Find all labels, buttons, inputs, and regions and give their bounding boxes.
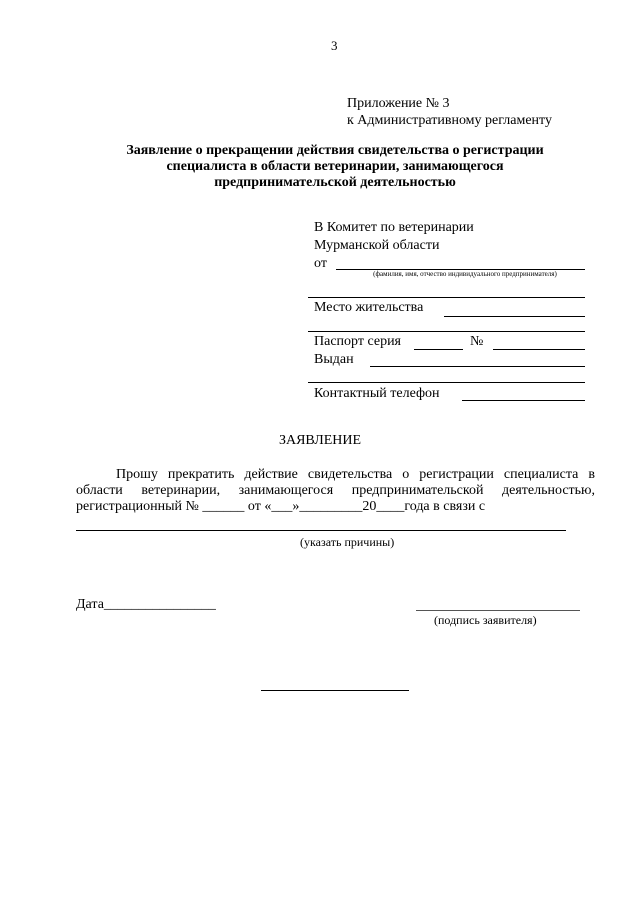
passport-number-label: № bbox=[470, 334, 484, 349]
issued-label: Выдан bbox=[314, 352, 354, 367]
fio-hint: (фамилия, имя, отчество индивидуального предпринимателя) bbox=[373, 270, 557, 278]
issued-field-line-2[interactable] bbox=[308, 382, 585, 383]
statement-heading: ЗАЯВЛЕНИЕ bbox=[278, 433, 362, 448]
appendix-line-2: к Административному регламенту bbox=[347, 113, 552, 128]
passport-series-field[interactable] bbox=[414, 349, 463, 350]
applicant-name-line-2[interactable] bbox=[308, 297, 585, 298]
page-number: 3 bbox=[331, 38, 338, 53]
appendix-note bbox=[347, 95, 552, 129]
phone-label: Контактный телефон bbox=[314, 386, 440, 401]
appendix-line-1: Приложение № 3 bbox=[347, 96, 450, 111]
phone-field[interactable] bbox=[462, 400, 585, 401]
from-label: от bbox=[314, 256, 327, 271]
date-field[interactable]: Дата________________ bbox=[76, 597, 216, 612]
bottom-divider bbox=[261, 690, 409, 691]
passport-series-label: Паспорт серия bbox=[314, 334, 401, 349]
addressee-line-2: Мурманской области bbox=[314, 238, 440, 253]
reason-hint: (указать причины) bbox=[300, 535, 395, 549]
residence-field-line-2[interactable] bbox=[308, 331, 585, 332]
passport-number-field[interactable] bbox=[493, 349, 585, 350]
signature-field[interactable] bbox=[416, 610, 580, 611]
statement-body: Прошу прекратить действие свидетельства о регистрации специалиста в области ветеринарии, занимающегося предпринимательской деятельностью, регистрационный № ______ от «___»_________20____года в связи с bbox=[76, 467, 595, 514]
addressee-line-1: В Комитет по ветеринарии bbox=[314, 220, 474, 235]
reason-field[interactable] bbox=[76, 530, 566, 531]
document-title: Заявление о прекращении действия свидетельства о регистрации специалиста в области ветеринарии, занимающегося предпринимательской деятельностью bbox=[126, 143, 544, 190]
signature-hint: (подпись заявителя) bbox=[434, 613, 537, 627]
issued-field[interactable] bbox=[370, 366, 585, 367]
residence-field[interactable] bbox=[444, 316, 585, 317]
addressee-block bbox=[314, 219, 474, 255]
residence-label: Место жительства bbox=[314, 300, 424, 315]
